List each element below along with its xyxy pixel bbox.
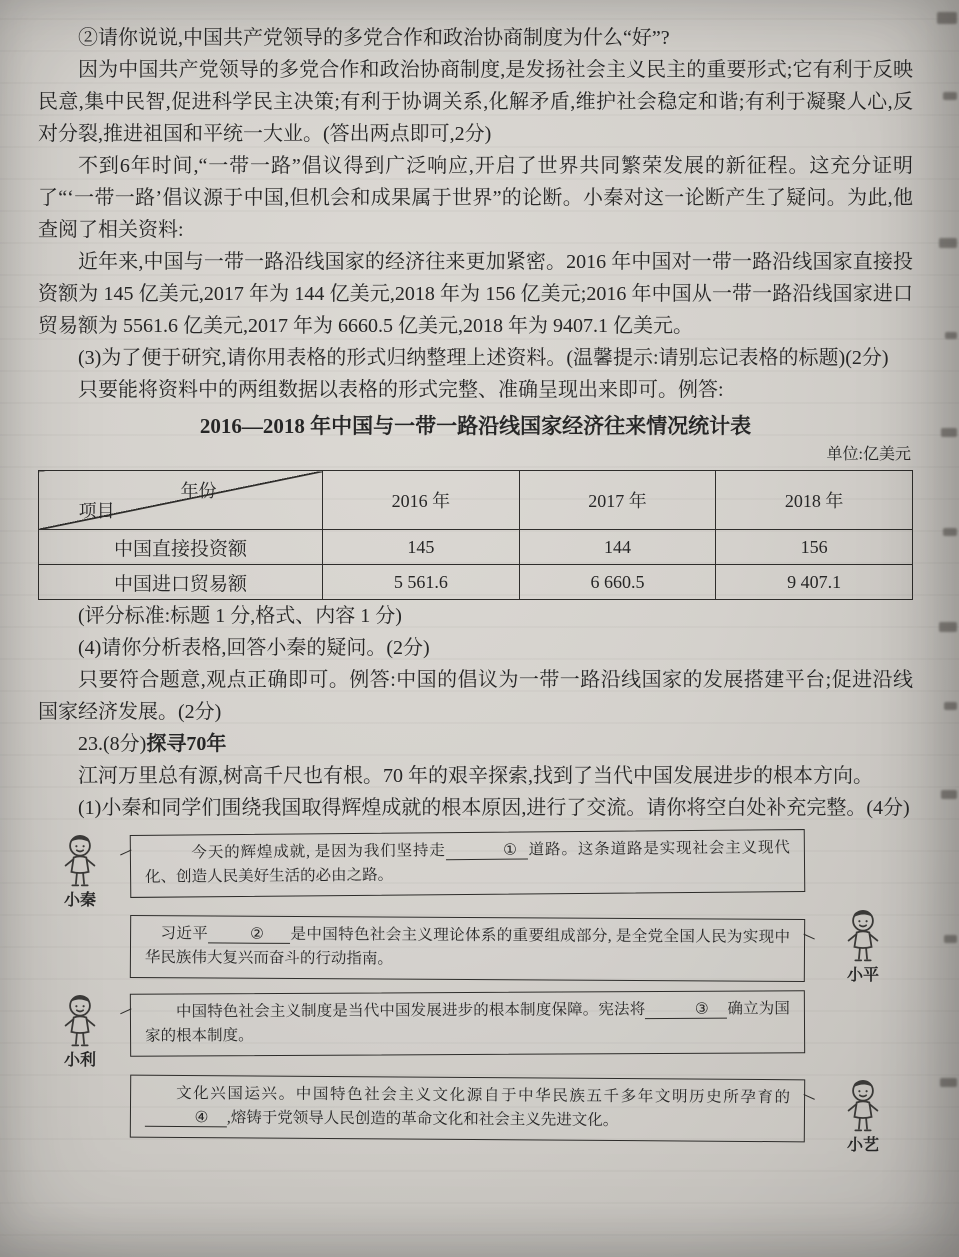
table-diagonal-header xyxy=(39,471,323,530)
scan-mark xyxy=(939,238,957,248)
blank-3 xyxy=(645,1002,727,1019)
scan-mark xyxy=(943,528,957,536)
table-unit-label: 单位:亿美元 xyxy=(826,446,911,463)
paragraph-question-3: (3)为了便于研究,请你用表格的形式归纳整理上述资料。(温馨提示:请别忘记表格的标题)(2分) xyxy=(78,347,889,369)
bubble-text-post: 是中国特色社会主义理论体系的重要组成部分, 是全党全国人民为实现中华民族伟大复兴而奋斗的行动指南。 xyxy=(144,925,791,968)
character-xiaoqin xyxy=(38,832,122,910)
table-col-2017: 2017 年 xyxy=(519,471,716,530)
question-23-number: 23.(8分) xyxy=(78,733,147,755)
character-name: 小利 xyxy=(63,1052,96,1069)
paragraph-23-intro: 江河万里总有源,树高千尺也有根。70 年的艰辛探索,找到了当代中国发展进步的根本方向。 xyxy=(78,765,873,787)
paragraph-question-2: ②请你说说,中国共产党领导的多党合作和政治协商制度为什么“好”? xyxy=(78,27,670,49)
character-name: 小艺 xyxy=(846,1137,879,1154)
statistics-table xyxy=(38,470,913,600)
dialogue-row-4 xyxy=(38,1077,913,1155)
paragraph-question-4: (4)请你分析表格,回答小秦的疑问。(2分) xyxy=(78,637,430,659)
scan-mark xyxy=(937,12,957,24)
table-cell: 145 xyxy=(323,530,520,565)
blank-4 xyxy=(145,1110,227,1128)
paragraph-scoring-note: (评分标准:标题 1 分,格式、内容 1 分) xyxy=(78,605,402,627)
table-row xyxy=(39,530,913,565)
row-label-import: 中国进口贸易额 xyxy=(39,565,323,600)
question-23-title: 探寻70年 xyxy=(146,733,227,755)
table-col-2018: 2018 年 xyxy=(716,471,913,530)
character-xiaoping xyxy=(813,907,913,985)
question-23-heading xyxy=(38,728,913,760)
blank-number: ② xyxy=(249,925,264,943)
paragraph-answer-4: 只要符合题意,观点正确即可。例答:中国的倡议为一带一路沿线国家的发展搭建平台;促进沿线国家经济发展。(2分) xyxy=(38,669,913,723)
diagonal-label-year: 年份 xyxy=(180,481,217,501)
table-cell: 5 561.6 xyxy=(323,565,520,600)
table-cell: 9 407.1 xyxy=(716,565,913,600)
speech-bubble-1 xyxy=(130,829,806,898)
dialogue-row-3 xyxy=(38,992,913,1070)
scan-mark xyxy=(944,702,957,710)
bubble-text-post: ,熔铸于党领导人民创造的革命文化和社会主义先进文化。 xyxy=(226,1109,619,1130)
blank-number: ④ xyxy=(194,1109,209,1127)
paragraph-23-question-1: (1)小秦和同学们围绕我国取得辉煌成就的根本原因,进行了交流。请你将空白处补充完整。(4分) xyxy=(78,797,910,819)
bubble-text-pre: 今天的辉煌成就, 是因为我们坚持走 xyxy=(191,842,446,862)
dialogue-section xyxy=(38,832,913,1155)
blank-1 xyxy=(446,842,528,860)
scan-mark xyxy=(943,92,957,100)
row-label-investment: 中国直接投资额 xyxy=(39,530,323,565)
character-xiaoqin-illustration xyxy=(53,832,107,892)
table-row xyxy=(39,565,913,600)
character-xiaoping-illustration xyxy=(836,907,890,967)
paragraph-belt-road-intro: 不到6年时间,“一带一路”倡议得到广泛响应,开启了世界共同繁荣发展的新征程。这充分证明了“‘一带一路’倡议源于中国,但机会和成果属于世界”的论断。小秦对这一论断产生了疑问。为此,他查阅了相关资料: xyxy=(38,155,913,241)
scan-mark xyxy=(939,622,957,632)
paragraph-answer-2: 因为中国共产党领导的多党合作和政治协商制度,是发扬社会主义民主的重要形式;它有利于反映民意,集中民智,促进科学民主决策;有利于协调关系,化解矛盾,维护社会稳定和谐;有利于凝聚人心,反对分裂,推进祖国和平统一大业。(答出两点即可,2分) xyxy=(38,59,913,145)
speech-bubble-3 xyxy=(130,990,805,1057)
character-name: 小平 xyxy=(846,967,879,984)
scan-mark xyxy=(940,1078,957,1087)
scan-mark xyxy=(944,935,957,943)
scan-mark xyxy=(945,332,957,339)
table-title: 2016—2018 年中国与一带一路沿线国家经济往来情况统计表 xyxy=(199,414,752,438)
page-content xyxy=(38,22,913,1155)
table-cell: 156 xyxy=(716,530,913,565)
character-name: 小秦 xyxy=(63,892,96,909)
paragraph-belt-road-data: 近年来,中国与一带一路沿线国家的经济往来更加紧密。2016 年中国对一带一路沿线国家直接投资额为 145 亿美元,2017 年为 144 亿美元,2018 年为 156 亿美元;2016 年中国从一带一路沿线国家进口贸易额为 5561.6 亿美元,2017 年为 6660.5 亿美元,2018 年为 9407.1 亿美元。 xyxy=(38,251,913,337)
blank-2 xyxy=(208,926,290,944)
bubble-text-pre: 习近平 xyxy=(160,925,209,943)
diagonal-label-item: 项目 xyxy=(78,501,115,521)
scan-mark xyxy=(941,428,957,437)
table-col-2016: 2016 年 xyxy=(323,471,520,530)
speech-bubble-2 xyxy=(130,915,805,982)
blank-number: ③ xyxy=(694,1000,709,1018)
dialogue-row-2 xyxy=(38,917,913,985)
character-xiaoli-illustration xyxy=(53,992,107,1052)
table-cell: 144 xyxy=(519,530,716,565)
bubble-text-pre: 中国特色社会主义制度是当代中国发展进步的根本制度保障。宪法将 xyxy=(175,1001,646,1021)
character-xiaoyi xyxy=(813,1077,913,1155)
bubble-text-pre: 文化兴国运兴。中国特色社会主义文化源自于中华民族五千多年文明历史所孕育的 xyxy=(176,1084,791,1107)
bubble-text-post: 确立为国家的根本制度。 xyxy=(145,1000,790,1045)
character-xiaoli xyxy=(38,992,122,1070)
speech-bubble-4 xyxy=(130,1075,805,1143)
scan-mark xyxy=(941,790,957,799)
character-xiaoyi-illustration xyxy=(836,1077,890,1137)
paragraph-answer-3-note: 只要能将资料中的两组数据以表格的形式完整、准确呈现出来即可。例答: xyxy=(78,379,724,401)
blank-number: ① xyxy=(502,841,518,859)
bubble-text-post: 道路。这条道路是实现社会主义现代化、创造人民美好生活的必由之路。 xyxy=(145,839,790,886)
dialogue-row-1 xyxy=(38,832,913,910)
table-cell: 6 660.5 xyxy=(519,565,716,600)
